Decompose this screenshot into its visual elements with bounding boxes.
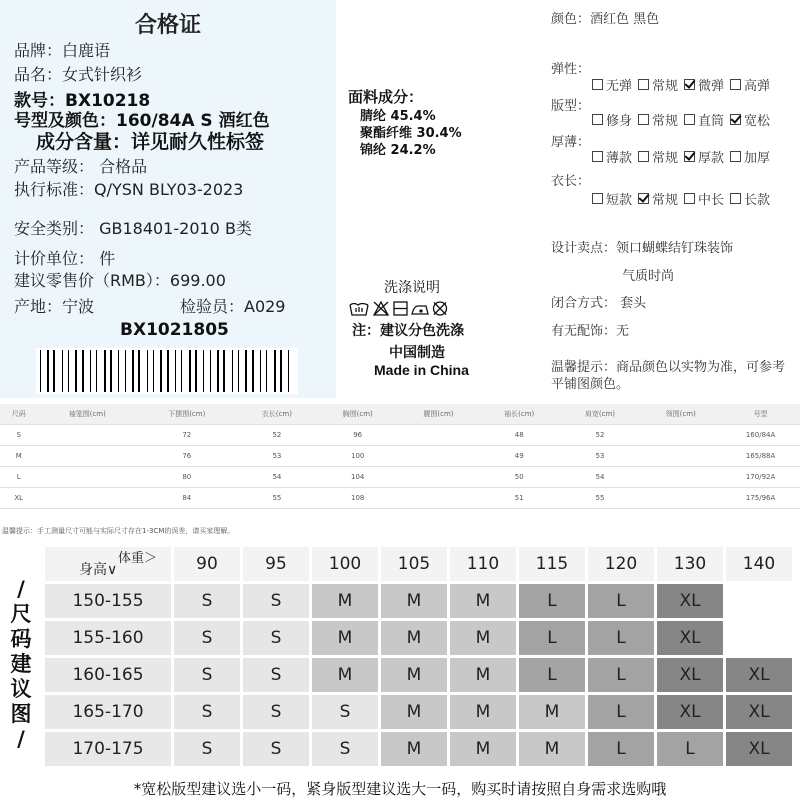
size-recommend-table [42,544,795,769]
measurement-cell: 49 [479,446,560,467]
measurement-cell: M [0,446,38,467]
measurement-cell: 53 [237,446,318,467]
unchecked-box-icon [730,151,741,162]
cert-grade: 产品等级： 合格品 [14,157,148,176]
unchecked-box-icon [684,193,695,204]
measurement-cell [38,425,138,446]
height-header-cell: 160-165 [45,658,171,692]
measurement-cell [398,467,479,488]
height-axis-label: 身高∨ [79,562,118,578]
thickness-option-label: 加厚 [744,151,771,166]
unchecked-box-icon [730,79,741,90]
elasticity-option-label: 常规 [652,79,679,94]
size-row [45,621,792,655]
length-option [730,189,770,208]
checked-box-icon [684,151,695,162]
fabric-item-1: 腈纶 45.4% [360,109,436,124]
size-row [45,695,792,729]
size-cell [726,584,792,618]
unchecked-box-icon [592,193,603,204]
cert-brand: 品牌：白鹿语 [14,41,111,60]
measurement-cell: 84 [137,488,237,509]
measurement-cell: 48 [479,425,560,446]
length-option-label: 长款 [744,193,771,208]
size-cell: S [243,695,309,729]
height-header-cell: 155-160 [45,621,171,655]
measurement-cell [640,488,721,509]
side-label-char: 图 [10,701,32,726]
measurement-cell: 袖笼围(cm) [38,404,138,425]
weight-header-cell: 110 [450,547,516,581]
spec-color: 颜色：酒红色 黑色 [551,12,660,27]
measurement-cell: 尺码 [0,404,38,425]
fit-option [638,110,678,129]
measurement-cell: 肩宽(cm) [560,404,641,425]
spec-hint: 温馨提示：商品颜色以实物为准，可参考平铺图颜色。 [551,360,786,392]
fabric-title: 面料成分： [348,88,424,106]
elasticity-option-label: 高弹 [744,79,771,94]
measurement-cell: 96 [317,425,398,446]
wash-note: 注：建议分色洗涤 [352,323,464,339]
size-corner-cell [45,547,171,581]
size-cell: M [519,732,585,766]
thickness-option-label: 薄款 [606,151,633,166]
weight-header-cell: 120 [588,547,654,581]
measurement-cell [398,425,479,446]
side-label-char: 尺 [10,601,32,626]
no-dry-clean-icon [434,302,447,315]
size-cell: M [450,658,516,692]
size-cell [726,621,792,655]
measurement-cell: 100 [317,446,398,467]
cert-origin: 产地：宁波 [14,297,95,316]
size-header-row [45,547,792,581]
elasticity-option-label: 无弹 [606,79,633,94]
side-label-char: 建 [10,651,32,676]
elasticity-option-label: 微弹 [698,79,725,94]
fit-option-label: 修身 [606,114,633,129]
height-header-cell: 150-155 [45,584,171,618]
size-cell: L [588,584,654,618]
size-cell: M [381,621,447,655]
cert-price: 建议零售价（RMB）：699.00 [14,271,226,290]
cert-style-no: 款号：BX10218 [14,91,151,111]
elasticity-option [638,75,678,94]
measurement-cell: 104 [317,467,398,488]
unchecked-box-icon [592,79,603,90]
measurement-cell: XL [0,488,38,509]
wash-title: 洗涤说明 [384,280,440,296]
size-cell: M [381,658,447,692]
hand-wash-icon [350,304,368,316]
size-cell: M [381,732,447,766]
tumble-dry-icon [394,302,407,315]
size-cell: L [657,732,723,766]
checked-box-icon [730,114,741,125]
size-cell: XL [726,732,792,766]
size-cell: S [312,732,378,766]
measurement-cell: 54 [560,467,641,488]
spec-design: 设计卖点：领口蝴蝶结钉珠装饰 [551,241,734,256]
measurement-cell: 腰围(cm) [398,404,479,425]
weight-header-cell: 140 [726,547,792,581]
thickness-option-label: 厚款 [698,151,725,166]
size-cell: XL [726,658,792,692]
spec-thickness-options [592,147,776,166]
size-cell: XL [657,584,723,618]
size-chart-side-label [0,542,42,786]
measurement-table [0,404,800,509]
weight-header-cell: 100 [312,547,378,581]
measurement-cell: 下摆围(cm) [137,404,237,425]
fit-option [592,110,632,129]
weight-header-cell: 130 [657,547,723,581]
size-cell: M [312,584,378,618]
cert-product-name: 品名：女式针织衫 [14,65,143,84]
size-cell: XL [657,695,723,729]
certificate-tag [0,0,336,398]
size-cell: S [174,621,240,655]
measurement-cell: 领围(cm) [640,404,721,425]
length-option-label: 中长 [698,193,725,208]
cert-composition: 成分含量：详见耐久性标签 [36,131,265,153]
height-header-cell: 170-175 [45,732,171,766]
cert-size-color: 号型及颜色：160/84A S 酒红色 [14,111,270,131]
elasticity-option [730,75,770,94]
certificate-title: 合格证 [134,13,201,38]
measurement-cell: 175/96A [721,488,800,509]
length-option [638,189,678,208]
size-cell: S [174,658,240,692]
measurement-note: 温馨提示：手工测量尺寸可能与实际尺寸存在1-3CM的误差，请买家理解。 [2,527,235,535]
spec-length-label: 衣长： [551,174,591,189]
fit-option [730,110,770,129]
elasticity-option [684,75,724,94]
size-cell: M [519,695,585,729]
spec-accessory: 有无配饰：无 [551,324,630,339]
size-cell: S [243,584,309,618]
fit-option-label: 直筒 [698,114,725,129]
measurement-cell: 52 [560,425,641,446]
measurement-cell: 52 [237,425,318,446]
side-label-char: 议 [10,676,32,701]
made-in-cn: 中国制造 [389,345,445,361]
measurement-cell: 50 [479,467,560,488]
weight-header-cell: 90 [174,547,240,581]
size-cell: XL [657,658,723,692]
thickness-option [592,147,632,166]
measurement-cell [398,446,479,467]
measurement-cell: 号型 [721,404,800,425]
spec-closure: 闭合方式： 套头 [551,296,647,311]
barcode-icon [36,348,298,394]
spec-fit-label: 版型： [551,99,591,114]
size-cell: S [174,584,240,618]
checked-box-icon [638,193,649,204]
measurement-cell [640,425,721,446]
measurement-cell: 袖长(cm) [479,404,560,425]
iron-icon [412,306,428,314]
size-cell: M [450,695,516,729]
measurement-cell: L [0,467,38,488]
spec-elasticity-label: 弹性： [551,62,591,77]
size-cell: L [519,584,585,618]
length-option-label: 短款 [606,193,633,208]
length-option-label: 常规 [652,193,679,208]
size-cell: S [243,621,309,655]
cert-barcode-number: BX1021805 [120,320,229,340]
measurement-cell [398,488,479,509]
size-chart-footnote: *宽松版型建议选小一码，紧身版型建议选大一码，购买时请按照自身需求选购哦 [133,780,667,798]
size-cell: S [174,732,240,766]
fit-option-label: 常规 [652,114,679,129]
fabric-item-3: 锦纶 24.2% [360,143,436,158]
made-in-en: Made in China [374,362,469,378]
unchecked-box-icon [592,151,603,162]
size-cell: M [450,732,516,766]
length-option [684,189,724,208]
thickness-option-label: 常规 [652,151,679,166]
measurement-row [0,446,800,467]
weight-header-cell: 115 [519,547,585,581]
measurement-row [0,488,800,509]
care-icons [348,299,478,317]
measurement-cell: 54 [237,467,318,488]
unchecked-box-icon [730,193,741,204]
thickness-option [638,147,678,166]
measurement-cell: S [0,425,38,446]
measurement-cell: 108 [317,488,398,509]
cert-standard: 执行标准：Q/YSN BLY03-2023 [14,180,244,199]
measurement-cell: 55 [560,488,641,509]
thickness-option [684,147,724,166]
unchecked-box-icon [684,114,695,125]
measurement-cell [38,488,138,509]
measurement-cell [640,446,721,467]
size-row [45,732,792,766]
weight-axis-label: 体重＞ [117,551,157,566]
size-row [45,584,792,618]
measurement-cell: 55 [237,488,318,509]
fit-option [684,110,724,129]
side-label-char: 码 [10,626,32,651]
size-cell: M [381,584,447,618]
unchecked-box-icon [638,151,649,162]
size-cell: S [243,658,309,692]
size-cell: M [450,621,516,655]
thickness-option [730,147,770,166]
length-option [592,189,632,208]
measurement-cell: 80 [137,467,237,488]
measurement-cell: 51 [479,488,560,509]
side-label-char: / [17,726,25,751]
measurement-cell [38,467,138,488]
spec-design-2: 气质时尚 [622,269,675,284]
measurement-cell: 胸围(cm) [317,404,398,425]
unchecked-box-icon [638,79,649,90]
measurement-cell [640,467,721,488]
size-cell: L [588,658,654,692]
spec-thickness-label: 厚薄： [551,135,591,150]
size-cell: S [174,695,240,729]
weight-header-cell: 95 [243,547,309,581]
height-header-cell: 165-170 [45,695,171,729]
no-bleach-icon [374,302,388,315]
measurement-cell: 衣长(cm) [237,404,318,425]
side-label-char: / [17,576,25,601]
measurement-cell: 160/84A [721,425,800,446]
size-cell: S [312,695,378,729]
measurement-cell: 72 [137,425,237,446]
spec-length-options [592,189,776,208]
size-cell: L [588,695,654,729]
measurement-cell [38,446,138,467]
size-cell: S [243,732,309,766]
size-cell: L [519,658,585,692]
size-cell: L [519,621,585,655]
cert-safety: 安全类别： GB18401-2010 B类 [14,219,252,238]
spec-elasticity-options [592,75,776,94]
elasticity-option [592,75,632,94]
measurement-cell: 165/88A [721,446,800,467]
size-cell: L [588,732,654,766]
fit-option-label: 宽松 [744,114,771,129]
measurement-cell: 170/92A [721,467,800,488]
cert-inspector: 检验员：A029 [180,297,286,316]
measurement-row [0,425,800,446]
size-cell: XL [657,621,723,655]
measurement-cell: 76 [137,446,237,467]
spec-fit-options [592,110,776,129]
size-cell: XL [726,695,792,729]
fabric-item-2: 聚酯纤维 30.4% [360,126,462,141]
checked-box-icon [684,79,695,90]
measurement-cell: 53 [560,446,641,467]
size-row [45,658,792,692]
size-cell: M [381,695,447,729]
size-cell: M [312,621,378,655]
unchecked-box-icon [638,114,649,125]
size-cell: M [312,658,378,692]
unchecked-box-icon [592,114,603,125]
size-cell: L [588,621,654,655]
measurement-row [0,404,800,425]
cert-unit: 计价单位： 件 [14,249,116,268]
weight-header-cell: 105 [381,547,447,581]
size-cell: M [450,584,516,618]
measurement-row [0,467,800,488]
